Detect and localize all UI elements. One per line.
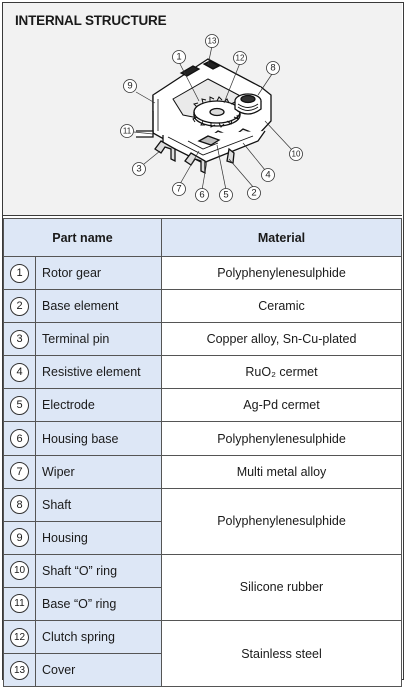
part-label: Resistive element xyxy=(42,365,141,380)
part-label: Cover xyxy=(42,663,76,678)
table-row xyxy=(4,323,402,356)
part-name-cell xyxy=(4,621,162,654)
part-name-cell xyxy=(4,422,162,455)
part-name-cell xyxy=(4,257,162,290)
material-cell: Multi metal alloy xyxy=(162,455,402,488)
component-illustration xyxy=(136,59,271,173)
internal-structure-diagram xyxy=(3,3,402,216)
table-row xyxy=(4,257,402,290)
part-number: 4 xyxy=(10,363,29,382)
callout-label-6: 6 xyxy=(199,189,205,201)
callout-label-3: 3 xyxy=(136,163,142,175)
callout-label-12: 12 xyxy=(235,53,245,63)
part-label: Housing base xyxy=(42,431,119,446)
table-row xyxy=(4,389,402,422)
part-name-cell xyxy=(4,521,162,554)
parts-table xyxy=(3,218,402,687)
table-row xyxy=(4,554,402,587)
part-number: 3 xyxy=(10,330,29,349)
callout-label-1: 1 xyxy=(176,51,182,63)
callout-label-2: 2 xyxy=(251,187,257,199)
part-name-cell xyxy=(4,554,162,587)
part-name-cell xyxy=(4,356,162,389)
part-label: Shaft xyxy=(42,497,72,512)
part-number: 5 xyxy=(10,396,29,415)
callout-label-8: 8 xyxy=(270,62,276,74)
table-row xyxy=(4,290,402,323)
part-label: Shaft “O” ring xyxy=(42,563,118,578)
header-material: Material xyxy=(162,219,402,257)
part-name-cell xyxy=(4,323,162,356)
part-label: Base element xyxy=(42,299,119,314)
table-row xyxy=(4,621,402,654)
material-cell: Silicone rubber xyxy=(162,554,402,620)
material-cell: Polyphenylenesulphide xyxy=(162,257,402,290)
table-row xyxy=(4,422,402,455)
material-cell: Polyphenylenesulphide xyxy=(162,488,402,554)
material-cell: Ceramic xyxy=(162,290,402,323)
internal-structure-section xyxy=(3,3,402,216)
part-label: Wiper xyxy=(42,464,75,479)
part-number: 1 xyxy=(10,264,29,283)
part-number: 11 xyxy=(10,594,29,613)
callout-label-5: 5 xyxy=(223,189,229,201)
document-frame xyxy=(2,2,404,680)
material-cell: Ag-Pd cermet xyxy=(162,389,402,422)
part-name-cell xyxy=(4,488,162,521)
table-row xyxy=(4,455,402,488)
part-number: 10 xyxy=(10,561,29,580)
part-name-cell xyxy=(4,290,162,323)
part-number: 12 xyxy=(10,628,29,647)
part-name-cell xyxy=(4,587,162,620)
part-name-cell xyxy=(4,389,162,422)
material-cell: Copper alloy, Sn-Cu-plated xyxy=(162,323,402,356)
part-label: Base “O” ring xyxy=(42,596,117,611)
table-header-row xyxy=(4,219,402,257)
part-label: Housing xyxy=(42,530,88,545)
part-number: 13 xyxy=(10,661,29,680)
callout-label-11: 11 xyxy=(122,126,132,136)
part-number: 9 xyxy=(10,528,29,547)
part-label: Electrode xyxy=(42,398,95,413)
callout-label-9: 9 xyxy=(127,80,133,92)
callout-label-10: 10 xyxy=(291,149,301,159)
callout-label-7: 7 xyxy=(176,183,182,195)
part-label: Rotor gear xyxy=(42,266,102,281)
part-label: Clutch spring xyxy=(42,630,115,645)
table-row xyxy=(4,488,402,521)
callout-label-13: 13 xyxy=(207,36,217,46)
part-number: 8 xyxy=(10,495,29,514)
part-label: Terminal pin xyxy=(42,332,110,347)
material-cell: Stainless steel xyxy=(162,621,402,687)
part-number: 6 xyxy=(10,429,29,448)
table-row xyxy=(4,356,402,389)
section-title: INTERNAL STRUCTURE xyxy=(15,13,167,28)
part-number: 2 xyxy=(10,297,29,316)
material-cell: Polyphenylenesulphide xyxy=(162,422,402,455)
part-number: 7 xyxy=(10,462,29,481)
header-part-name: Part name xyxy=(4,219,162,257)
material-cell: RuO₂ cermet xyxy=(162,356,402,389)
part-name-cell xyxy=(4,455,162,488)
callout-label-4: 4 xyxy=(265,169,271,181)
